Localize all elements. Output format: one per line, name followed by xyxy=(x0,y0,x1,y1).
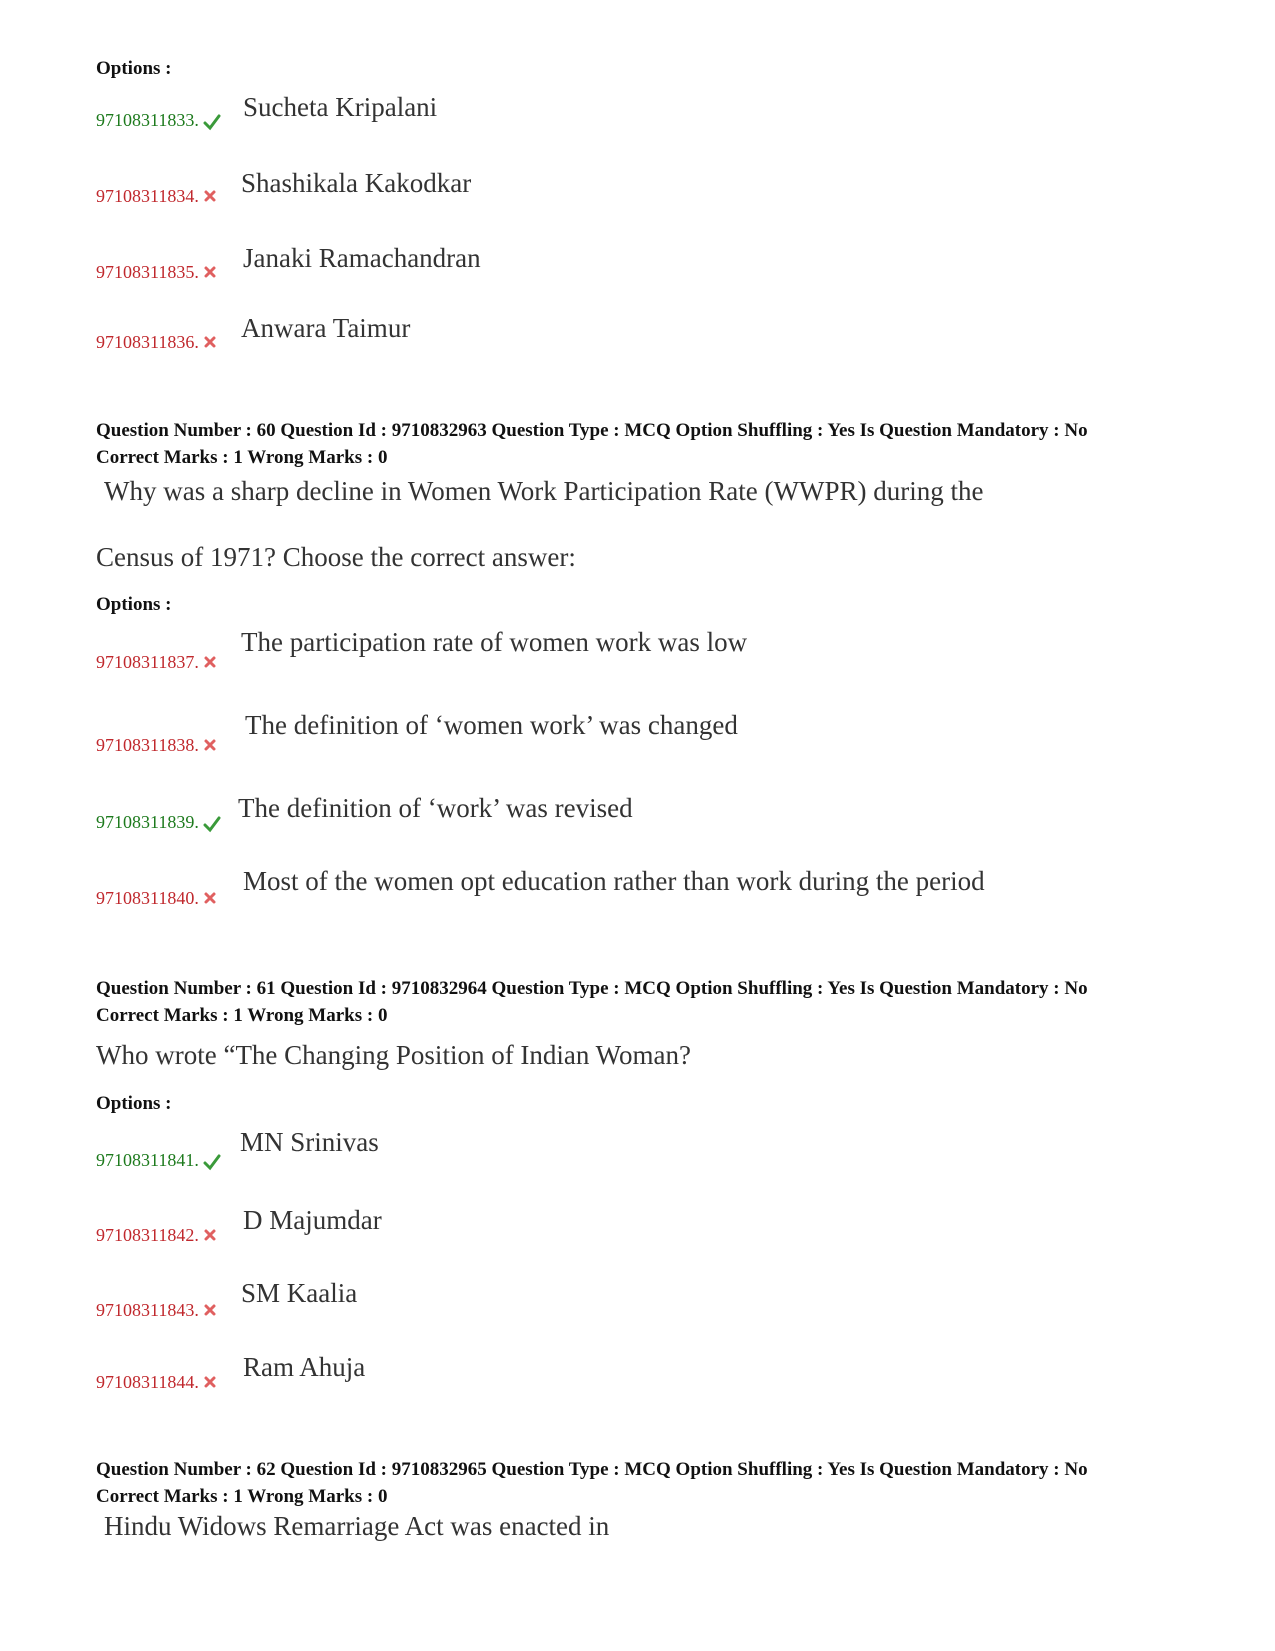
question-meta: Question Number : 62 Question Id : 9710832965 Question Type : MCQ Option Shuffling : Yes Is Question Mandatory : No xyxy=(96,1459,1088,1480)
option-text: The definition of ‘women work’ was changed xyxy=(245,710,738,740)
cross-icon xyxy=(203,1375,221,1393)
option-id: 97108311834. xyxy=(96,186,199,206)
option-row xyxy=(96,1150,221,1171)
option-row xyxy=(96,888,221,909)
option-row xyxy=(96,1300,221,1321)
option-id: 97108311836. xyxy=(96,332,199,352)
option-text: Sucheta Kripalani xyxy=(243,92,438,122)
option-id: 97108311844. xyxy=(96,1372,199,1392)
option-id: 97108311843. xyxy=(96,1300,199,1320)
cross-icon xyxy=(203,738,221,756)
option-id: 97108311833. xyxy=(96,110,199,130)
option-text: Shashikala Kakodkar xyxy=(241,168,472,198)
question-meta: Question Number : 60 Question Id : 9710832963 Question Type : MCQ Option Shuffling : Yes Is Question Mandatory : No xyxy=(96,420,1088,441)
cross-icon xyxy=(203,265,221,283)
option-id: 97108311839. xyxy=(96,812,199,832)
option-row xyxy=(96,262,221,283)
option-row xyxy=(96,735,221,756)
option-text: Anwara Taimur xyxy=(241,313,411,343)
option-text: Ram Ahuja xyxy=(243,1352,366,1382)
check-icon xyxy=(203,1153,221,1171)
option-row xyxy=(96,186,221,207)
option-text: SM Kaalia xyxy=(241,1278,358,1308)
option-row xyxy=(96,1225,221,1246)
option-id: 97108311841. xyxy=(96,1150,199,1170)
option-id: 97108311842. xyxy=(96,1225,199,1245)
cross-icon xyxy=(203,189,221,207)
question-marks: Correct Marks : 1 Wrong Marks : 0 xyxy=(96,1005,388,1026)
option-text: MN Srinivas xyxy=(240,1127,379,1157)
check-icon xyxy=(203,113,221,131)
options-label: Options : xyxy=(96,594,172,615)
check-icon xyxy=(203,815,221,833)
option-row xyxy=(96,1372,221,1393)
option-text: Most of the women opt education rather than work during the period xyxy=(243,866,985,896)
question-meta: Question Number : 61 Question Id : 9710832964 Question Type : MCQ Option Shuffling : Yes Is Question Mandatory : No xyxy=(96,978,1088,999)
question-text: Census of 1971? Choose the correct answer: xyxy=(96,542,576,572)
cross-icon xyxy=(203,1303,221,1321)
option-id: 97108311840. xyxy=(96,888,199,908)
cross-icon xyxy=(203,655,221,673)
options-label: Options : xyxy=(96,58,172,79)
option-id: 97108311835. xyxy=(96,262,199,282)
question-text: Why was a sharp decline in Women Work Participation Rate (WWPR) during the xyxy=(104,476,984,506)
option-row xyxy=(96,110,221,131)
option-id: 97108311837. xyxy=(96,652,199,672)
option-text: Janaki Ramachandran xyxy=(243,243,481,273)
option-row xyxy=(96,332,221,353)
option-row xyxy=(96,812,221,833)
option-row xyxy=(96,652,221,673)
question-text: Who wrote “The Changing Position of Indian Woman? xyxy=(96,1040,691,1070)
options-label: Options : xyxy=(96,1093,172,1114)
option-id: 97108311838. xyxy=(96,735,199,755)
option-text: The definition of ‘work’ was revised xyxy=(238,793,633,823)
option-text: D Majumdar xyxy=(243,1205,382,1235)
option-text: The participation rate of women work was low xyxy=(241,627,748,657)
question-marks: Correct Marks : 1 Wrong Marks : 0 xyxy=(96,447,388,468)
question-marks: Correct Marks : 1 Wrong Marks : 0 xyxy=(96,1486,388,1507)
cross-icon xyxy=(203,1228,221,1246)
question-text: Hindu Widows Remarriage Act was enacted in xyxy=(104,1511,610,1541)
cross-icon xyxy=(203,891,221,909)
cross-icon xyxy=(203,335,221,353)
